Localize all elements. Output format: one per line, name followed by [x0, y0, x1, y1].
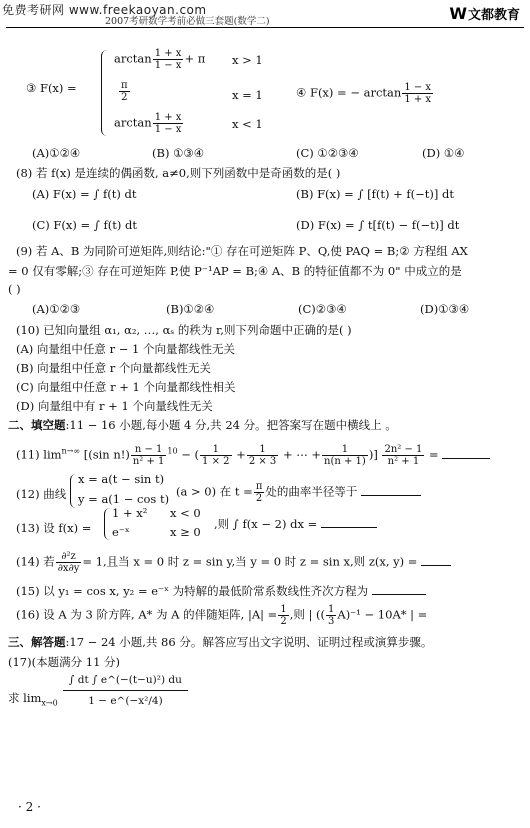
q11-answer-blank: [442, 457, 490, 459]
q3-lhs: ③ F(x) =: [26, 81, 77, 95]
q9-option-d: (D)①③④: [420, 302, 470, 316]
q9-line2: = 0 仅有零解;③ 存在可逆矩阵 P,使 P⁻¹AP = B;④ A、B 的特征值都不为 0" 中成立的是: [8, 264, 462, 278]
q9-line1: (9) 若 A、B 为同阶可逆矩阵,则结论:"① 存在可逆矩阵 P、Q,使 PAQ = B;② 方程组 AX: [16, 244, 468, 258]
q13-c1: 1 + x²: [112, 506, 148, 520]
q13-tail: ,则 ∫ f(x − 2) dx =: [214, 516, 377, 532]
q3-case2: $\frac{\pi}{2}$: [121, 80, 128, 103]
piecewise-brace: [101, 50, 110, 136]
q17-head: (17)(本题满分 11 分): [8, 655, 121, 669]
q8-option-b: (B) F(x) = ∫ [f(t) + f(−t)] dt: [296, 187, 455, 201]
q10-option-d: (D) 向量组中有 r + 1 个向量线性无关: [16, 399, 213, 413]
q15: (15) 以 y₁ = cos x, y₂ = e⁻ˣ 为特解的最低阶常系数线性齐次方程为: [16, 583, 426, 599]
page-number: · 2 ·: [18, 800, 41, 814]
brand-mark-icon: W: [449, 4, 464, 23]
q8-stem: (8) 若 f(x) 是连续的偶函数, a≠0,则下列函数中是奇函数的是( ): [16, 166, 341, 180]
q12-tail: (a > 0) 在 t = $\frac{\pi}{2}$ 处的曲率半径等于: [176, 481, 421, 504]
q12-sys2: y = a(1 − cos t): [78, 492, 170, 506]
watermark: 免费考研网 www.freekaoyan.com: [2, 3, 207, 17]
q10-stem: (10) 已知向量组 α₁, α₂, …, αₛ 的秩为 r,则下列命题中正确的是( ): [16, 323, 352, 337]
q8-option-a: (A) F(x) = ∫ f(t) dt: [32, 187, 137, 201]
q7-option-b: (B) ①③④: [152, 146, 205, 160]
brand-logo: W 文都教育: [449, 4, 520, 23]
q13-answer-blank: [321, 526, 377, 528]
q14-answer-blank: [421, 564, 451, 566]
q7-option-a: (A)①②④: [32, 146, 81, 160]
q9-line3: ( ): [8, 282, 21, 296]
q11: (11) $\lim^{n\to\infty} [(\sin$ n!) $\frac{n - 1}{\text{n² + 1}}$ $^{10}$ − ( $\frac{1}{1 \times 2}$ + $\frac{1}{2 \times 3}$ + ⋯ + $\frac{1}{n(n + 1)}$ )] $\frac{\text{2n² − 1}}{\text{n² + 1}}$ =: [16, 444, 490, 467]
q3-case3: arctan $\frac{1 + x}{1 - x}$: [114, 112, 182, 135]
q13-c2: e⁻ˣ: [112, 525, 130, 539]
q12-label: (12) 曲线: [16, 487, 67, 501]
q14: (14) 若 $\frac{\text{∂²z}}{\partial x\partial y}$ = 1,且当 x = 0 时 z = sin y,当 y = 0 时 z = sin x,则 z(x, y) =: [16, 551, 451, 574]
q16: (16) 设 A 为 3 阶方阵, A* 为 A 的伴随矩阵, |A| = $\frac{1}{2}$ ,则 | (( $\frac{1}{3}$ A)⁻¹ − 10A* | =: [16, 604, 428, 627]
q7-option-c: (C) ①②③④: [296, 146, 359, 160]
q17-label: 求 $\lim_{x\to 0}$: [8, 691, 58, 708]
q7-option-d: (D) ①④: [422, 146, 465, 160]
q13-c1-cond: x < 0: [170, 506, 201, 520]
q3-case2-cond: x = 1: [232, 88, 263, 102]
q3-case1: arctan $\frac{1 + x}{1 - x}$ + π: [114, 48, 206, 71]
q8-option-d: (D) F(x) = ∫ t[f(t) − f(−t)] dt: [296, 218, 460, 232]
q15-answer-blank: [372, 593, 426, 595]
q3-case1-cond: x > 1: [232, 53, 263, 67]
q13-brace: [104, 508, 111, 540]
q3-case3-cond: x < 1: [232, 117, 263, 131]
q13-label: (13) 设 f(x) =: [16, 521, 92, 535]
q13-c2-cond: x ≥ 0: [170, 525, 201, 539]
q10-option-c: (C) 向量组中任意 r + 1 个向量都线性相关: [16, 380, 236, 394]
q10-option-a: (A) 向量组中任意 r − 1 个向量都线性无关: [16, 342, 236, 356]
q12-sys1: x = a(t − sin t): [78, 472, 165, 486]
section-2-heading: 二、填空题:11 − 16 小题,每小题 4 分,共 24 分。把答案写在题中横线上 。: [8, 418, 397, 432]
q17-fraction: $\frac{\text{∫ dt ∫ e\textasciicircum{}(−(t−u)²) du}}{\text{1 − e\textasciicircum{}(−x²/4)}}$: [62, 670, 189, 711]
page-header: [0, 0, 530, 26]
q4-option: ④ F(x) = − arctan $\frac{1 - x}{1 + x}$: [296, 82, 432, 105]
q9-option-c: (C)②③④: [298, 302, 347, 316]
q10-option-b: (B) 向量组中任意 r 个向量都线性无关: [16, 361, 211, 375]
q12-answer-blank: [361, 494, 421, 496]
header-subtitle: 2007考研数学考前必做三套题(数学二): [105, 16, 270, 27]
header-rule: [6, 27, 524, 28]
q9-option-a: (A)①②③: [32, 302, 81, 316]
section-3-heading: 三、解答题:17 − 24 小题,共 86 分。解答应写出文字说明、证明过程或演算步骤。: [8, 635, 433, 649]
q8-option-c: (C) F(x) = ∫ f(t) dt: [32, 218, 137, 232]
q12-brace: [70, 474, 77, 508]
q9-option-b: (B)①②④: [166, 302, 215, 316]
